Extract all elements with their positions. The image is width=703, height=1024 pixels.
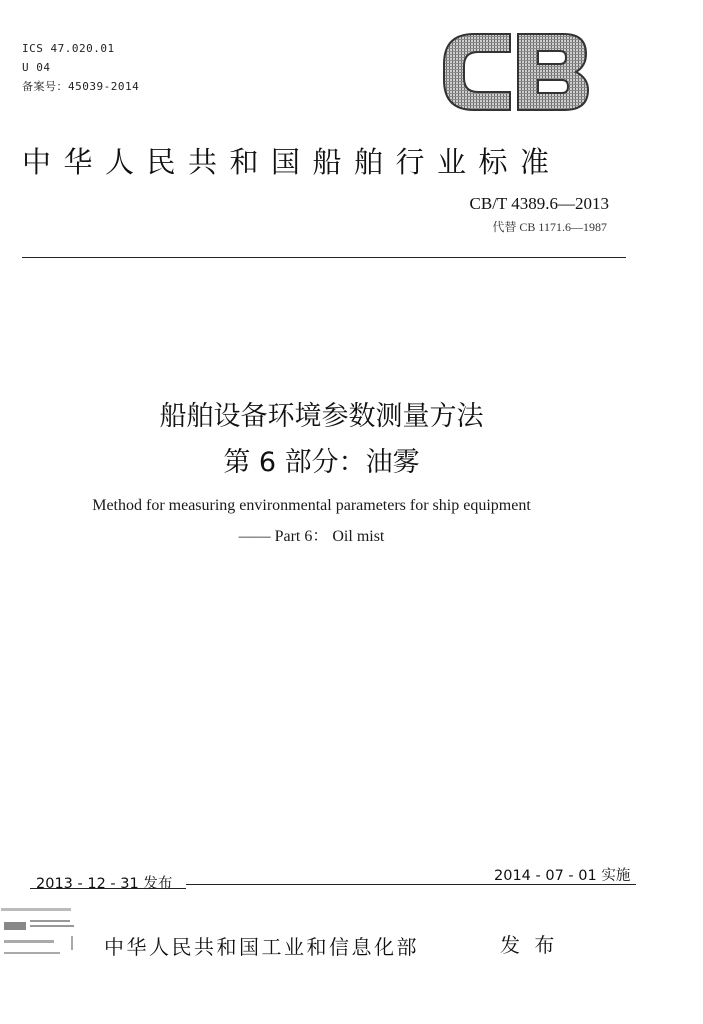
publish-date-rule xyxy=(30,888,186,889)
title-cn-part: 第 6 部分：油雾 xyxy=(223,447,420,478)
title-en-main: Method for measuring environmental parameters for ship equipment xyxy=(92,497,531,514)
meta-block xyxy=(22,39,139,96)
title-en-part: —— Part 6： Oil mist xyxy=(238,528,385,545)
title-cn-main: 船舶设备环境参数测量方法 xyxy=(159,401,484,432)
industry-standard-header: 中华人民共和国船舶行业标准 xyxy=(22,145,562,179)
bottom-divider xyxy=(186,884,636,885)
issuing-ministry: 中华人民共和国工业和信息化部 xyxy=(104,935,419,959)
standard-number: CB/T 4389.6—2013 xyxy=(469,194,609,213)
stamp-graphic xyxy=(0,904,84,968)
distribution-stamp xyxy=(0,904,84,968)
classification-code: U 04 xyxy=(22,61,51,74)
issue-label: 发 布 xyxy=(500,933,559,957)
ics-code: ICS 47.020.01 xyxy=(22,42,115,55)
record-number: 备案号：45039-2014 xyxy=(22,80,140,93)
header-divider xyxy=(22,257,626,258)
replaces-standard: 代替 CB 1171.6—1987 xyxy=(492,220,607,234)
implement-date: 2014 - 07 - 01 实施 xyxy=(494,868,631,884)
publish-date: 2013 - 12 - 31 发布 xyxy=(36,876,173,892)
cb-logo xyxy=(440,30,590,114)
